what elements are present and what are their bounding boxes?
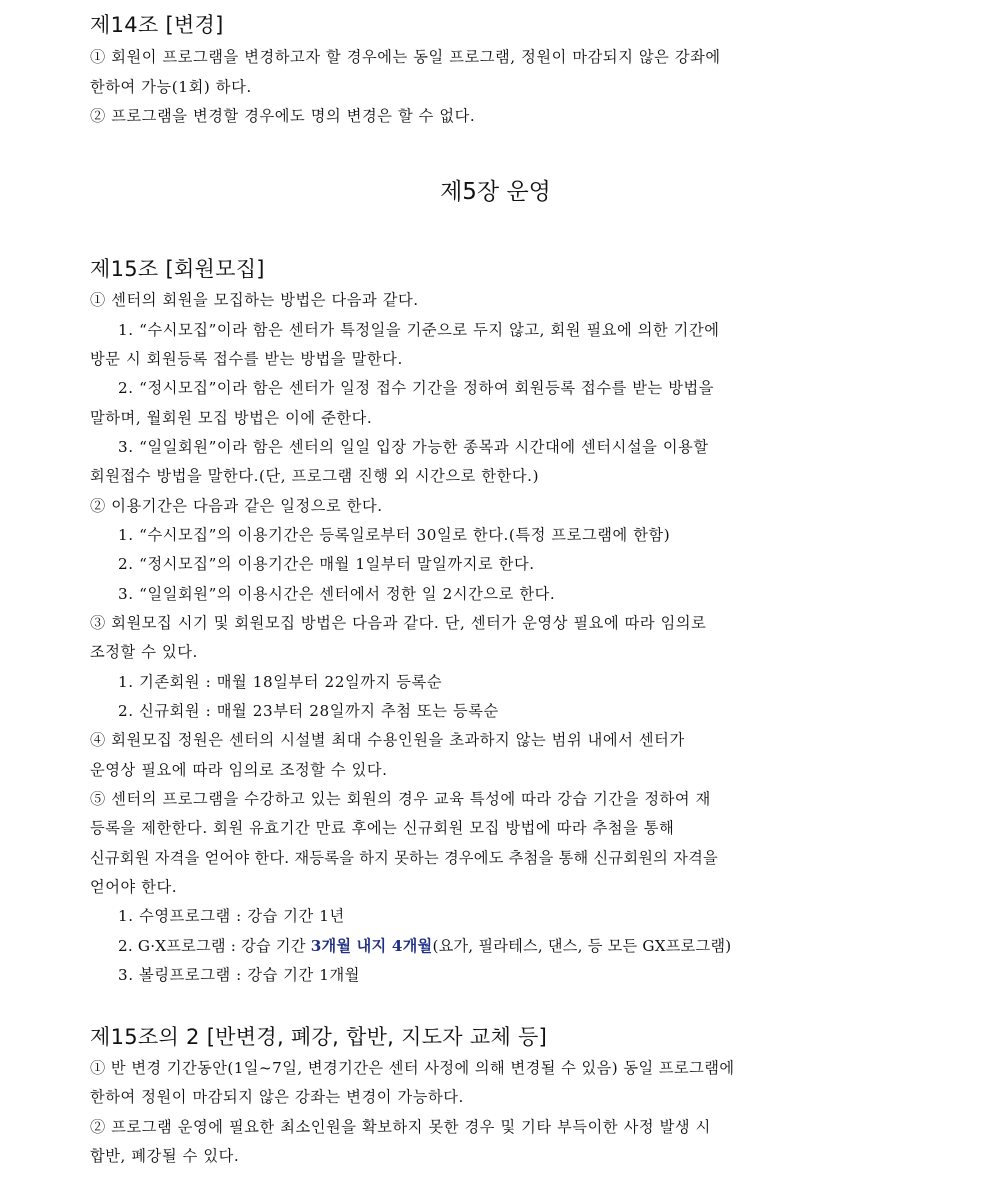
article-15-line: 조정할 수 있다. (90, 643, 198, 661)
article-14-para-1: ① 회원이 프로그램을 변경하고자 할 경우에는 동일 프로그램, 정원이 마감되지 않은 강좌에 (90, 48, 721, 66)
gx-program-label: 2. G·X프로그램 : 강습 기간 (118, 937, 311, 955)
article-15-line: ③ 회원모집 시기 및 회원모집 방법은 다음과 같다. 단, 센터가 운영상 필요에 따라 임의로 (90, 614, 707, 632)
article-15-2-line: 합반, 폐강될 수 있다. (90, 1147, 240, 1165)
article-15-line: ④ 회원모집 정원은 센터의 시설별 최대 수용인원을 초과하지 않는 범위 내에서 센터가 (90, 731, 685, 749)
article-15-line: 신규회원 자격을 얻어야 한다. 재등록을 하지 못하는 경우에도 추첨을 통해 신규회원의 자격을 (90, 849, 718, 867)
article-15-line: 3. “일일회원”이라 함은 센터의 일일 입장 가능한 종목과 시간대에 센터시설을 이용할 (118, 438, 709, 456)
chapter-5-heading: 제5장 운영 (440, 179, 551, 205)
article-15-2-heading: 제15조의 2 [반변경, 폐강, 합반, 지도자 교체 등] (90, 1025, 548, 1049)
article-15-line: 3. 볼링프로그램 : 강습 기간 1개월 (118, 966, 361, 984)
article-15-line: ② 이용기간은 다음과 같은 일정으로 한다. (90, 497, 383, 515)
gx-period-highlight: 3개월 내지 4개월 (310, 937, 433, 955)
article-15-line: 2. “정시모집”이라 함은 센터가 일정 접수 기간을 정하여 회원등록 접수를 받는 방법을 (118, 379, 715, 397)
article-15-line: 1. 기존회원 : 매월 18일부터 22일까지 등록순 (118, 673, 443, 691)
article-15-line: 등록을 제한한다. 회원 유효기간 만료 후에는 신규회원 모집 방법에 따라 추첨을 통해 (90, 819, 675, 837)
article-15-2-line: 한하여 정원이 마감되지 않은 강좌는 변경이 가능하다. (90, 1088, 464, 1106)
article-14-para-2: ② 프로그램을 변경할 경우에도 명의 변경은 할 수 없다. (90, 107, 476, 125)
article-15-line: 3. “일일회원”의 이용시간은 센터에서 정한 일 2시간으로 한다. (118, 585, 556, 603)
article-15-line: 얻어야 한다. (90, 878, 178, 896)
gx-program-note: (요가, 필라테스, 댄스, 등 모든 GX프로그램) (432, 937, 732, 955)
article-15-line: 1. “수시모집”이라 함은 센터가 특정일을 기준으로 두지 않고, 회원 필요에 의한 기간에 (118, 321, 720, 339)
article-15-line: 운영상 필요에 따라 임의로 조정할 수 있다. (90, 761, 388, 779)
article-15-line: 방문 시 회원등록 접수를 받는 방법을 말한다. (90, 350, 403, 368)
article-15-2-line: ② 프로그램 운영에 필요한 최소인원을 확보하지 못한 경우 및 기타 부득이한 사정 발생 시 (90, 1118, 711, 1136)
article-14-para-1-cont: 한하여 가능(1회) 하다. (90, 78, 252, 96)
article-15-line: 2. 신규회원 : 매월 23부터 28일까지 추첨 또는 등록순 (118, 702, 499, 720)
article-15-line: ⑤ 센터의 프로그램을 수강하고 있는 회원의 경우 교육 특성에 따라 강습 기간을 정하여 재 (90, 790, 711, 808)
article-15-line: 1. “수시모집”의 이용기간은 등록일로부터 30일로 한다.(특정 프로그램에 한함) (118, 526, 671, 544)
article-15-heading: 제15조 [회원모집] (90, 257, 265, 281)
article-15-line: 회원접수 방법을 말한다.(단, 프로그램 진행 외 시간으로 한한다.) (90, 467, 540, 485)
article-15-line: 1. 수영프로그램 : 강습 기간 1년 (118, 907, 345, 925)
article-15-line: 말하며, 월회원 모집 방법은 이에 준한다. (90, 409, 373, 427)
article-15-line: ① 센터의 회원을 모집하는 방법은 다음과 같다. (90, 291, 419, 309)
article-15-2-line: ① 반 변경 기간동안(1일~7일, 변경기간은 센터 사정에 의해 변경될 수 있음) 동일 프로그램에 (90, 1059, 735, 1077)
article-14-heading: 제14조 [변경] (90, 13, 224, 37)
article-15-line: 2. “정시모집”의 이용기간은 매월 1일부터 말일까지로 한다. (118, 555, 535, 573)
article-15-line-gx (118, 936, 731, 956)
